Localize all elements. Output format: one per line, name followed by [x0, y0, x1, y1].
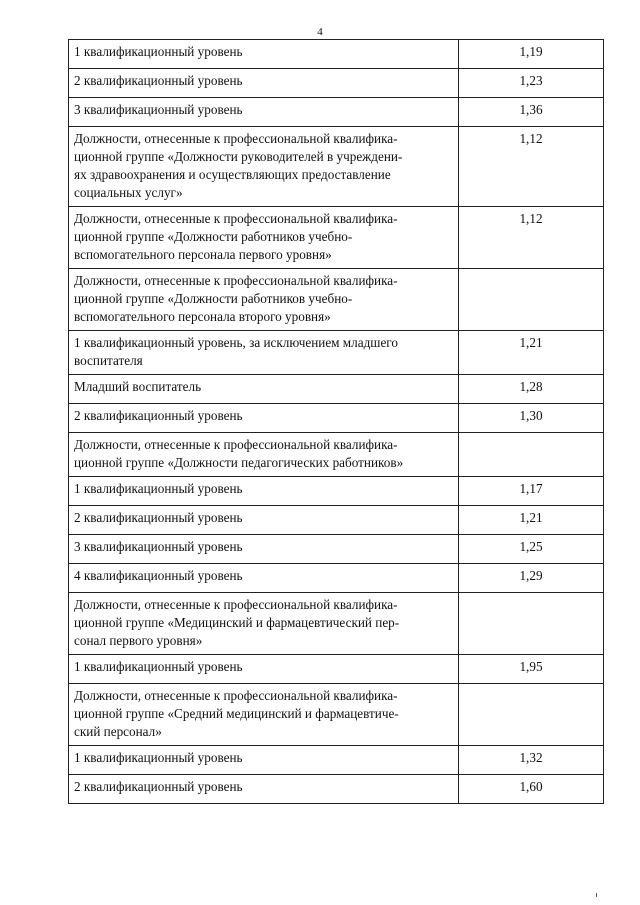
position-name-line: Должности, отнесенные к профессиональной квалифика-	[74, 437, 398, 452]
position-name-line: 2 квалификационный уровень	[74, 779, 243, 794]
position-name-cell	[69, 69, 459, 98]
position-name-line: 1 квалификационный уровень	[74, 659, 243, 674]
coefficient-cell: 1,36	[459, 98, 604, 127]
position-name-line: 2 квалификационный уровень	[74, 73, 243, 88]
position-name-cell	[69, 564, 459, 593]
table-row	[69, 69, 604, 98]
position-name-line: 2 квалификационный уровень	[74, 510, 243, 525]
position-name-line: Должности, отнесенные к профессиональной квалифика-	[74, 688, 398, 703]
position-name-cell	[69, 655, 459, 684]
position-name-line: воспитателя	[74, 353, 143, 368]
coefficient-cell: 1,12	[459, 127, 604, 207]
page-number: 4	[317, 26, 323, 38]
coefficient-cell	[459, 684, 604, 746]
position-name-cell	[69, 506, 459, 535]
table-row	[69, 684, 604, 746]
coefficient-cell: 1,95	[459, 655, 604, 684]
position-name-cell	[69, 127, 459, 207]
position-name-cell	[69, 593, 459, 655]
position-name-cell	[69, 404, 459, 433]
position-name-line: 2 квалификационный уровень	[74, 408, 243, 423]
table-row	[69, 535, 604, 564]
position-name-cell	[69, 684, 459, 746]
table-row	[69, 207, 604, 269]
coefficient-cell: 1,28	[459, 375, 604, 404]
position-name-line: 3 квалификационный уровень	[74, 539, 243, 554]
table-row	[69, 269, 604, 331]
position-name-line: 1 квалификационный уровень	[74, 481, 243, 496]
position-name-cell	[69, 375, 459, 404]
coefficient-cell: 1,21	[459, 331, 604, 375]
position-name-cell	[69, 477, 459, 506]
table-row	[69, 477, 604, 506]
position-name-cell	[69, 207, 459, 269]
position-name-line: ях здравоохранения и осуществляющих предоставление	[74, 167, 391, 182]
coefficient-cell: 1,60	[459, 775, 604, 804]
position-name-line: ционной группе «Должности руководителей в учреждени-	[74, 149, 403, 164]
table-row	[69, 506, 604, 535]
position-name-line: ский персонал»	[74, 724, 162, 739]
coefficient-cell	[459, 269, 604, 331]
position-name-cell	[69, 331, 459, 375]
coefficient-cell: 1,21	[459, 506, 604, 535]
table-row	[69, 564, 604, 593]
position-name-line: 1 квалификационный уровень	[74, 750, 243, 765]
position-name-line: 1 квалификационный уровень, за исключением младшего	[74, 335, 398, 350]
coefficient-cell: 1,25	[459, 535, 604, 564]
coefficient-cell: 1,12	[459, 207, 604, 269]
coefficient-cell	[459, 433, 604, 477]
coefficient-cell: 1,23	[459, 69, 604, 98]
position-name-line: сонал первого уровня»	[74, 633, 203, 648]
position-name-cell	[69, 433, 459, 477]
position-name-cell	[69, 535, 459, 564]
table-row	[69, 593, 604, 655]
position-name-cell	[69, 40, 459, 69]
table-row	[69, 404, 604, 433]
table-row	[69, 40, 604, 69]
table-row	[69, 127, 604, 207]
position-name-line: ционной группе «Должности работников учебно-	[74, 229, 353, 244]
position-name-line: ционной группе «Должности педагогических работников»	[74, 455, 404, 470]
coefficient-cell: 1,29	[459, 564, 604, 593]
position-name-line: вспомогательного персонала первого уровня»	[74, 247, 332, 262]
table-row	[69, 655, 604, 684]
table-body	[69, 40, 604, 804]
coefficient-cell: 1,32	[459, 746, 604, 775]
position-name-cell	[69, 269, 459, 331]
position-name-line: социальных услуг»	[74, 185, 183, 200]
position-name-cell	[69, 98, 459, 127]
position-name-line: 4 квалификационный уровень	[74, 568, 243, 583]
position-name-line: Младший воспитатель	[74, 379, 202, 394]
coefficient-cell	[459, 593, 604, 655]
position-name-line: Должности, отнесенные к профессиональной квалифика-	[74, 131, 398, 146]
position-name-line: 3 квалификационный уровень	[74, 102, 243, 117]
position-name-line: Должности, отнесенные к профессиональной квалифика-	[74, 273, 398, 288]
position-name-line: ционной группе «Средний медицинский и фармацевтиче-	[74, 706, 399, 721]
table-row	[69, 331, 604, 375]
position-name-line: вспомогательного персонала второго уровня»	[74, 309, 331, 324]
table-row	[69, 775, 604, 804]
coefficient-table	[68, 39, 604, 804]
position-name-line: Должности, отнесенные к профессиональной квалифика-	[74, 211, 398, 226]
scan-mark	[596, 893, 597, 897]
coefficient-cell: 1,30	[459, 404, 604, 433]
position-name-line: Должности, отнесенные к профессиональной квалифика-	[74, 597, 398, 612]
position-name-line: 1 квалификационный уровень	[74, 44, 243, 59]
coefficient-cell: 1,17	[459, 477, 604, 506]
position-name-cell	[69, 746, 459, 775]
table-row	[69, 746, 604, 775]
table-row	[69, 98, 604, 127]
position-name-line: ционной группе «Медицинский и фармацевтический пер-	[74, 615, 400, 630]
coefficient-cell: 1,19	[459, 40, 604, 69]
position-name-line: ционной группе «Должности работников учебно-	[74, 291, 353, 306]
table-row	[69, 433, 604, 477]
position-name-cell	[69, 775, 459, 804]
table-row	[69, 375, 604, 404]
